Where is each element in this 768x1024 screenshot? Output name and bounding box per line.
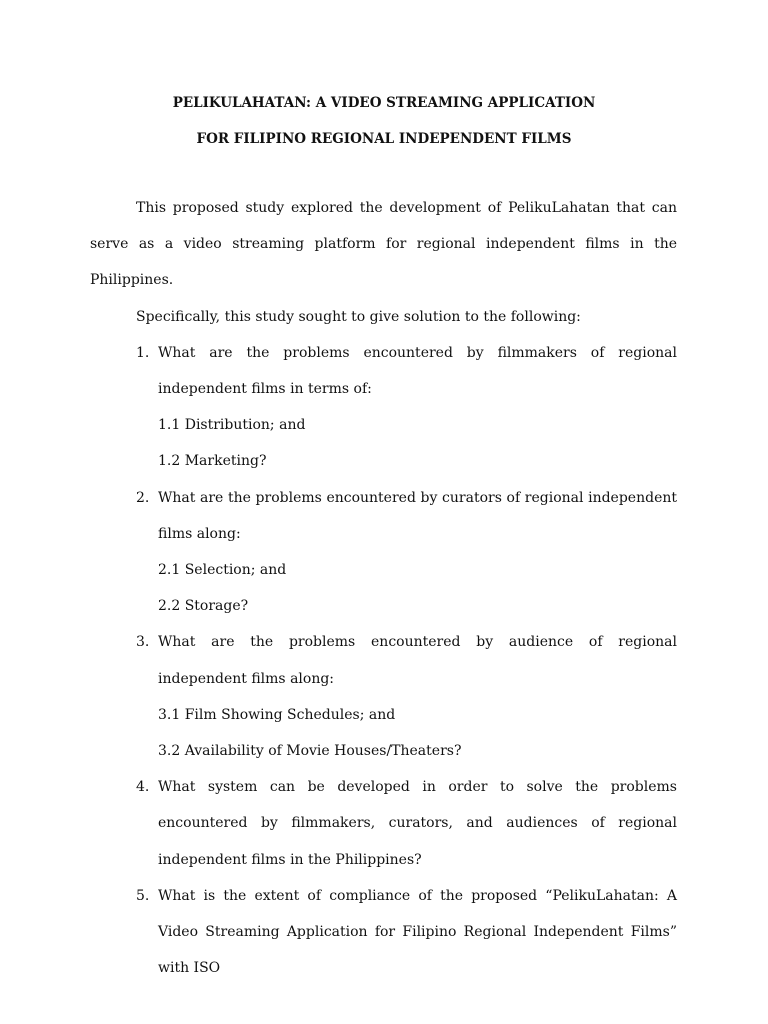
sub-item-3-2: 3.2 Availability of Movie Houses/Theaters?	[158, 743, 462, 760]
intro-lead: Specifically, this study sought to give solution to the following:	[136, 308, 581, 325]
intro-paragraph: This proposed study explored the development of PelikuLahatan that can serve as a video streaming platform for regional independent films in the Philippines.	[90, 200, 677, 289]
question-text: What system can be developed in order to solve the problems encountered by filmmakers, curators, and audiences of regional independent films in the Philippines?	[158, 779, 677, 868]
question-item-3	[90, 624, 677, 696]
sub-item-2-1: 2.1 Selection; and	[158, 562, 287, 579]
question-item-5	[90, 878, 677, 987]
sub-item-2-2: 2.2 Storage?	[158, 598, 249, 615]
document-body	[90, 190, 677, 986]
question-text: What are the problems encountered by filmmakers of regional independent films in terms of:	[158, 344, 677, 398]
question-number: 5.	[136, 887, 150, 904]
title-line-1: PELIKULAHATAN: A VIDEO STREAMING APPLICATION	[172, 95, 596, 111]
sub-item-3-1: 3.1 Film Showing Schedules; and	[158, 706, 396, 723]
title-line-2: FOR FILIPINO REGIONAL INDEPENDENT FILMS	[196, 131, 572, 147]
question-item-2	[90, 480, 677, 552]
question-text: What is the extent of compliance of the proposed “PelikuLahatan: A Video Streaming Application for Filipino Regional Independent Films” with ISO	[158, 887, 677, 977]
question-list	[90, 335, 677, 987]
question-item-1	[90, 335, 677, 407]
question-number: 1.	[136, 344, 150, 361]
sub-item-1-1: 1.1 Distribution; and	[158, 417, 306, 434]
question-text: What are the problems encountered by audience of regional independent films along:	[158, 634, 677, 687]
question-number: 2.	[136, 489, 150, 506]
question-item-4	[90, 769, 677, 878]
question-number: 4.	[136, 779, 150, 796]
question-number: 3.	[136, 634, 150, 651]
sub-item-1-2: 1.2 Marketing?	[158, 453, 267, 470]
question-text: What are the problems encountered by curators of regional independent films along:	[158, 489, 677, 542]
